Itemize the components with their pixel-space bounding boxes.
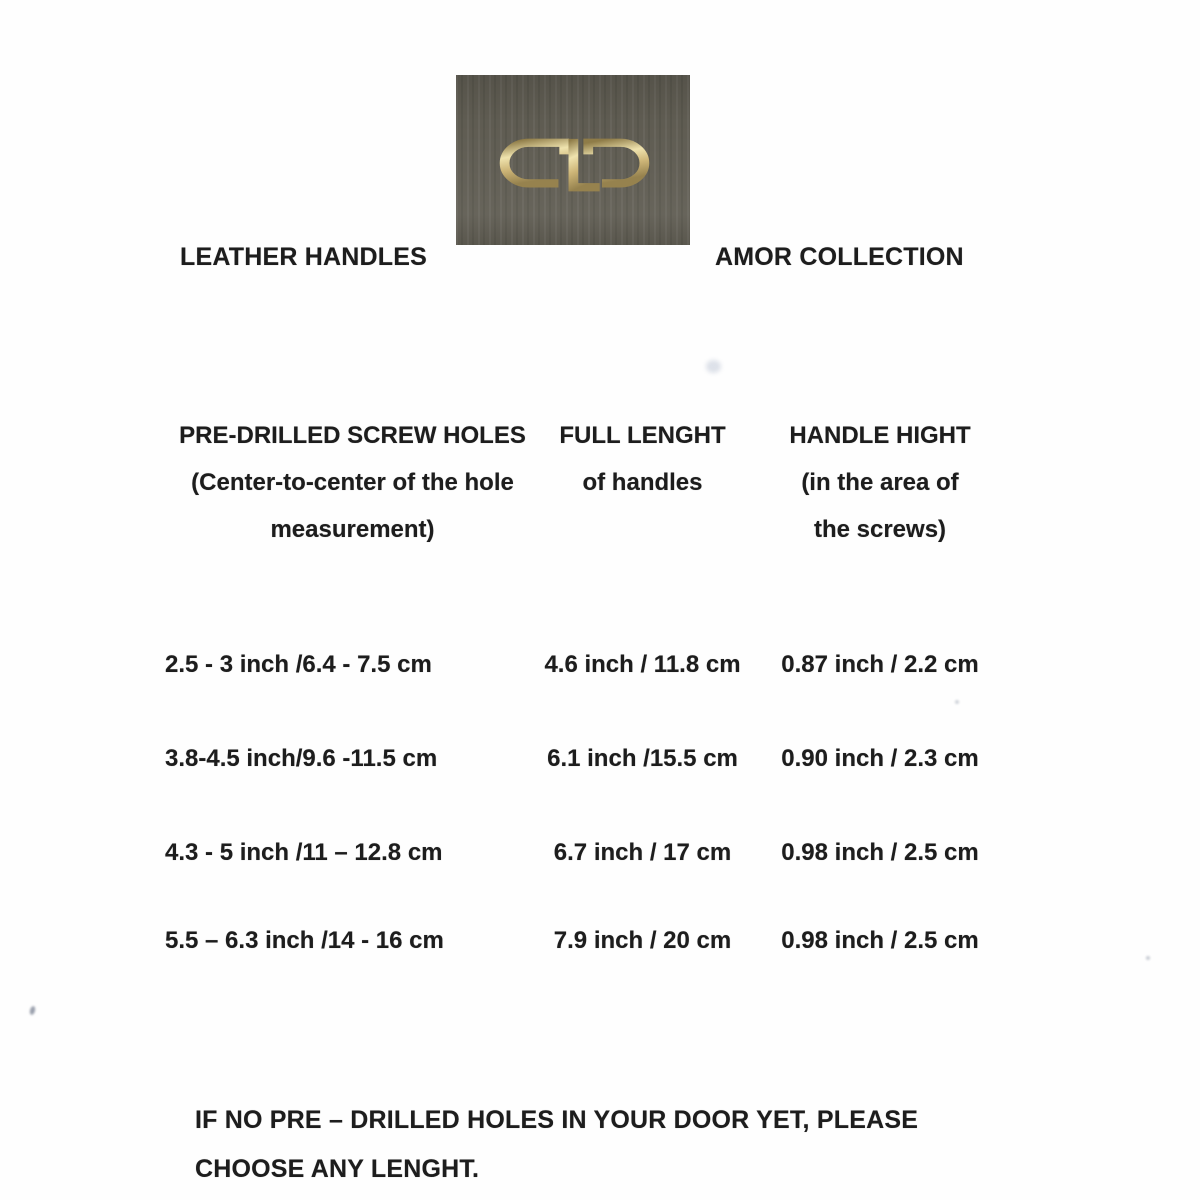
- handle-height-value: 0.98 inch / 2.5 cm: [781, 839, 979, 866]
- full-length-value: 6.7 inch / 17 cm: [553, 839, 732, 866]
- header-line: (Center-to-center of the hole: [191, 469, 514, 496]
- header-line: PRE-DRILLED SCREW HOLES: [179, 422, 526, 449]
- table-row: [165, 928, 1015, 954]
- cld-monogram-icon: [492, 135, 657, 195]
- table-row: [165, 652, 1015, 678]
- table-row: [165, 746, 1015, 772]
- scan-speck: [29, 1006, 36, 1016]
- screw-holes-value: 4.3 - 5 inch /11 – 12.8 cm: [165, 839, 443, 866]
- column-header-full-length: [540, 412, 745, 553]
- screw-holes-value: 5.5 – 6.3 inch /14 - 16 cm: [165, 927, 444, 954]
- table-row: [165, 840, 1015, 866]
- product-category-label: LEATHER HANDLES: [180, 243, 427, 271]
- scan-speck: [706, 360, 721, 373]
- header-line: (in the area of: [801, 469, 959, 496]
- column-header-screw-holes: [165, 412, 540, 553]
- table-header-row: [165, 412, 1015, 553]
- header-line: HANDLE HIGHT: [789, 422, 971, 449]
- header-line: FULL LENGHT: [559, 422, 726, 449]
- column-header-handle-height: [745, 412, 1015, 553]
- handle-height-value: 0.87 inch / 2.2 cm: [781, 651, 979, 678]
- full-length-value: 7.9 inch / 20 cm: [553, 927, 732, 954]
- handle-height-value: 0.90 inch / 2.3 cm: [781, 745, 979, 772]
- header-line: of handles: [582, 469, 703, 496]
- brand-logo: [456, 75, 690, 245]
- scan-speck: [1146, 956, 1150, 960]
- full-length-value: 4.6 inch / 11.8 cm: [544, 651, 741, 678]
- header-line: measurement): [270, 516, 435, 543]
- handle-height-value: 0.98 inch / 2.5 cm: [781, 927, 979, 954]
- screw-holes-value: 3.8-4.5 inch/9.6 -11.5 cm: [165, 745, 438, 772]
- footer-note-line: IF NO PRE – DRILLED HOLES IN YOUR DOOR YET, PLEASE: [195, 1106, 919, 1134]
- footer-note: [195, 1096, 918, 1194]
- spec-table: [165, 412, 1015, 954]
- full-length-value: 6.1 inch /15.5 cm: [547, 745, 738, 772]
- screw-holes-value: 2.5 - 3 inch /6.4 - 7.5 cm: [165, 651, 432, 678]
- collection-name-label: AMOR COLLECTION: [715, 243, 964, 271]
- footer-note-line: CHOOSE ANY LENGHT.: [195, 1155, 480, 1183]
- header-line: the screws): [813, 516, 947, 543]
